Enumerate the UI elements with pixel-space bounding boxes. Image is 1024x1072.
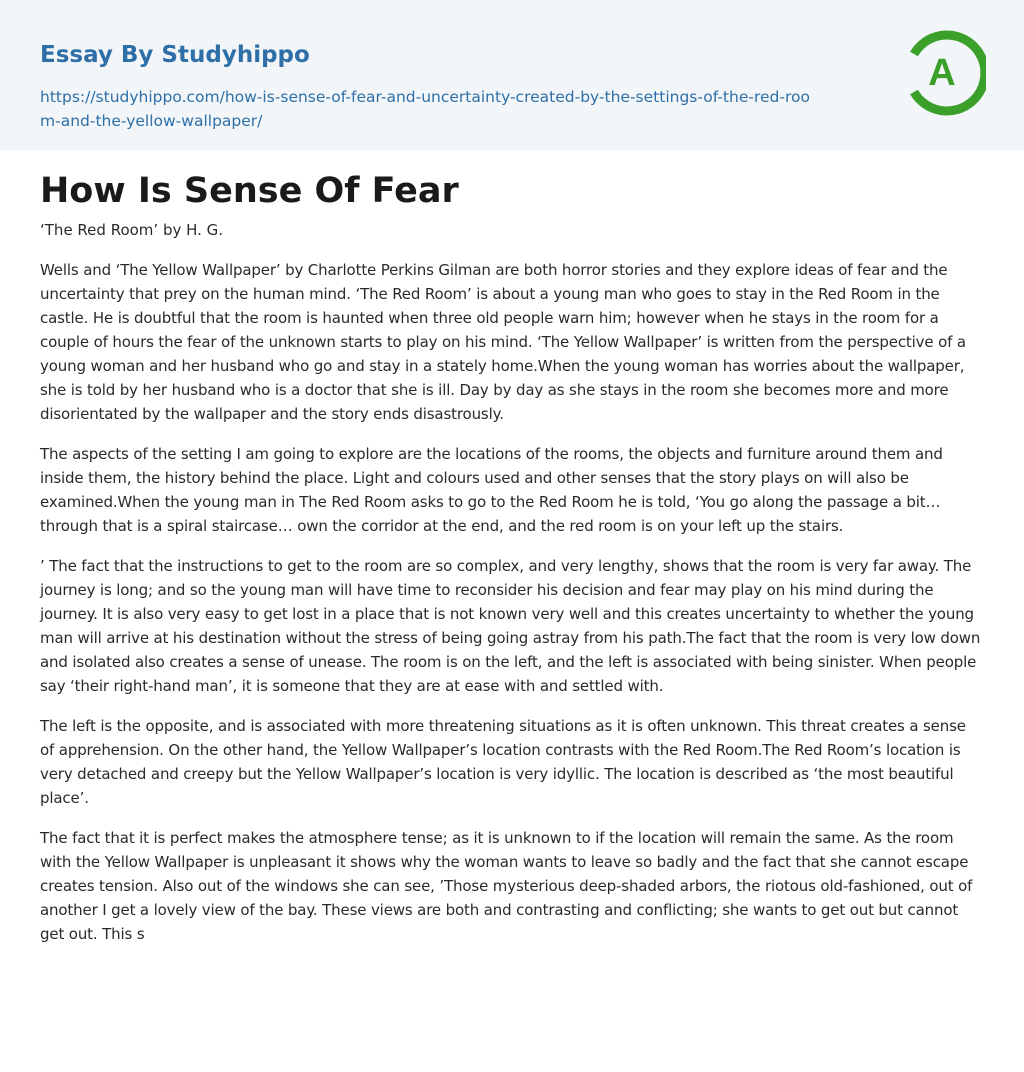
essay-paragraph: Wells and ‘The Yellow Wallpaper’ by Charlotte Perkins Gilman are both horror stories and they explore ideas of fear and the uncertainty that prey on the human mind. ‘The Red Room’ is about a young man who goes to stay in the Red Room in the castle. He is doubtful that the room is haunted when three old people warn him; however when he stays in the room for a couple of hours the fear of the unknown starts to play on his mind. ‘The Yellow Wallpaper’ is written from the perspective of a young woman and her husband who go and stay in a stately home.When the young woman has worries about the wallpaper, she is told by her husband who is a doctor that she is ill. Day by day as she stays in the room she becomes more and more disorientated by the wallpaper and the story ends disastrously. — [40, 261, 966, 423]
source-url-link[interactable]: https://studyhippo.com/how-is-sense-of-fear-and-uncertainty-created-by-the-settings-of-the-red-room-and-the-yellow-wallpaper/ — [40, 88, 810, 130]
essay-paragraph: The fact that it is perfect makes the atmosphere tense; as it is unknown to if the location will remain the same. As the room with the Yellow Wallpaper is unpleasant it shows why the woman wants to leave so badly and the fact that she cannot escape creates tension. Also out of the windows she can see, ’Those mysterious deep-shaded arbors, the riotous old-fashioned, out of another I get a lovely view of the bay. These views are both and contrasting and conflicting; she wants to get out but cannot get out. This s — [40, 829, 973, 943]
essay-paragraph: The left is the opposite, and is associated with more threatening situations as it is often unknown. This threat creates a sense of apprehension. On the other hand, the Yellow Wallpaper’s location contrasts with the Red Room.The Red Room’s location is very detached and creepy but the Yellow Wallpaper’s location is very idyllic. The location is described as ‘the most beautiful place’. — [40, 717, 966, 807]
studyhippo-logo-icon[interactable] — [896, 28, 986, 118]
logo-letter: A — [928, 52, 956, 94]
site-title[interactable]: Essay By Studyhippo — [40, 42, 310, 68]
page-title: How Is Sense Of Fear — [40, 171, 459, 211]
essay-content — [0, 150, 1024, 946]
site-header — [0, 0, 1024, 150]
essay-paragraph: ’ The fact that the instructions to get to the room are so complex, and very lengthy, shows that the room is very far away. The journey is long; and so the young man will have time to reconsider his decision and fear may play on his mind during the journey. It is also very easy to get lost in a place that is not known very well and this creates uncertainty to whether the young man will arrive at his destination without the stress of being going astray from his path.The fact that the room is very low down and isolated also creates a sense of unease. The room is on the left, and the left is associated with being sinister. When people say ‘their right-hand man’, it is someone that they are at ease with and settled with. — [40, 557, 981, 695]
essay-paragraph: The aspects of the setting I am going to explore are the locations of the rooms, the objects and furniture around them and inside them, the history behind the place. Light and colours used and other senses that the story plays on will also be examined.When the young man in The Red Room asks to go to the Red Room he is told, ‘You go along the passage a bit… through that is a spiral staircase… own the corridor at the end, and the red room is on your left up the stairs. — [40, 445, 943, 535]
essay-subtitle: ‘The Red Room’ by H. G. — [40, 221, 224, 239]
